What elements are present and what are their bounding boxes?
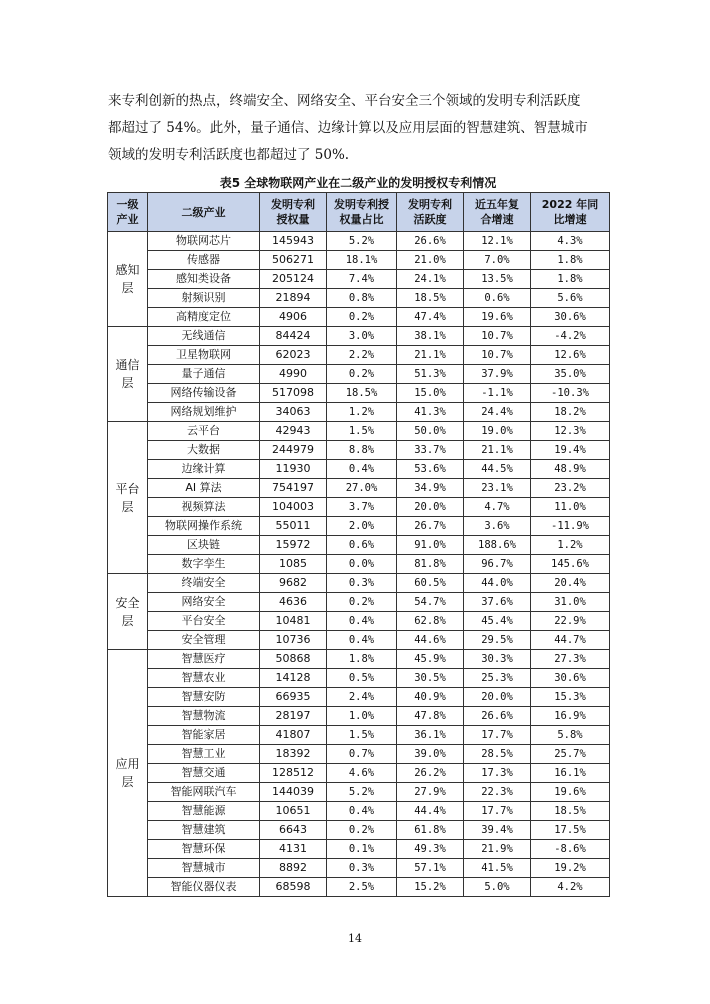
secondary-industry-cell: 智能家居 [148,726,260,745]
value-cell: 15.2% [397,878,464,897]
value-cell: 2.4% [327,688,397,707]
value-cell: 48.9% [531,460,610,479]
value-cell: 12.6% [531,346,610,365]
value-cell: -10.3% [531,384,610,403]
value-cell: 1.8% [531,270,610,289]
column-header-line: 发明专利授 [334,198,389,211]
secondary-industry-cell: 智能网联汽车 [148,783,260,802]
primary-industry-label: 层 [121,376,134,390]
value-cell: 33.7% [397,441,464,460]
table-row [108,270,610,289]
table-row [108,593,610,612]
value-cell: 41807 [260,726,327,745]
value-cell: 21.1% [464,441,531,460]
value-cell: 23.1% [464,479,531,498]
value-cell: 39.4% [464,821,531,840]
value-cell: 23.2% [531,479,610,498]
value-cell: 53.6% [397,460,464,479]
value-cell: 62023 [260,346,327,365]
value-cell: 30.6% [531,669,610,688]
value-cell: 6643 [260,821,327,840]
value-cell: 0.4% [327,802,397,821]
value-cell: 18.2% [531,403,610,422]
value-cell: 17.5% [531,821,610,840]
secondary-industry-cell: 智慧城市 [148,859,260,878]
secondary-industry-cell: 智慧工业 [148,745,260,764]
secondary-industry-cell: 高精度定位 [148,308,260,327]
value-cell: 22.9% [531,612,610,631]
table-row [108,517,610,536]
value-cell: 0.0% [327,555,397,574]
column-header [108,193,148,232]
value-cell: 21.1% [397,346,464,365]
table-row [108,859,610,878]
value-cell: 3.0% [327,327,397,346]
secondary-industry-cell: 智慧能源 [148,802,260,821]
table-row [108,403,610,422]
primary-industry-label: 感知 [115,263,140,277]
table-row [108,422,610,441]
value-cell: 45.4% [464,612,531,631]
value-cell: 26.7% [397,517,464,536]
table-row [108,669,610,688]
value-cell: 1.2% [531,536,610,555]
table-caption: 表5 全球物联网产业在二级产业的发明授权专利情况 [219,176,497,190]
table-row [108,612,610,631]
value-cell: 26.2% [397,764,464,783]
value-cell: 145.6% [531,555,610,574]
secondary-industry-cell: 网络安全 [148,593,260,612]
value-cell: 145943 [260,232,327,251]
value-cell: 0.4% [327,631,397,650]
value-cell: 1085 [260,555,327,574]
value-cell: 3.6% [464,517,531,536]
value-cell: 104003 [260,498,327,517]
value-cell: 19.4% [531,441,610,460]
value-cell: 25.3% [464,669,531,688]
value-cell: 27.9% [397,783,464,802]
value-cell: 1.2% [327,403,397,422]
value-cell: 47.8% [397,707,464,726]
value-cell: 19.6% [531,783,610,802]
value-cell: 13.5% [464,270,531,289]
value-cell: 0.3% [327,859,397,878]
table-row [108,688,610,707]
value-cell: 4636 [260,593,327,612]
secondary-industry-cell: 智慧医疗 [148,650,260,669]
column-header-line: 产业 [116,213,139,226]
value-cell: 26.6% [464,707,531,726]
secondary-industry-cell: 无线通信 [148,327,260,346]
table-row [108,441,610,460]
value-cell: 17.7% [464,802,531,821]
primary-industry-label: 层 [121,499,134,514]
value-cell: 18.5% [531,802,610,821]
secondary-industry-cell: 量子通信 [148,365,260,384]
value-cell: 0.6% [327,536,397,555]
value-cell: 61.8% [397,821,464,840]
value-cell: 5.2% [327,232,397,251]
secondary-industry-cell: 卫星物联网 [148,346,260,365]
value-cell: 15.0% [397,384,464,403]
value-cell: 0.4% [327,612,397,631]
value-cell: 1.0% [327,707,397,726]
value-cell: 42943 [260,422,327,441]
value-cell: 20.0% [464,688,531,707]
table-row [108,802,610,821]
paragraph-line-2: 都超过了 54%。此外，量子通信、边缘计算以及应用层面的智慧建筑、智慧城市 [108,120,588,136]
value-cell: 68598 [260,878,327,897]
value-cell: 0.6% [464,289,531,308]
value-cell: 10651 [260,802,327,821]
value-cell: 17.3% [464,764,531,783]
value-cell: 0.2% [327,365,397,384]
value-cell: 27.0% [327,479,397,498]
value-cell: 12.1% [464,232,531,251]
value-cell: 10.7% [464,327,531,346]
value-cell: 20.0% [397,498,464,517]
secondary-industry-cell: 安全管理 [148,631,260,650]
value-cell: 29.5% [464,631,531,650]
table-row [108,631,610,650]
table-row [108,251,610,270]
value-cell: 12.3% [531,422,610,441]
table-row [108,498,610,517]
value-cell: 20.4% [531,574,610,593]
table-row [108,650,610,669]
value-cell: 16.1% [531,764,610,783]
table-row [108,232,610,251]
primary-industry-label: 通信 [115,358,140,372]
value-cell: 36.1% [397,726,464,745]
value-cell: 188.6% [464,536,531,555]
value-cell: 0.2% [327,593,397,612]
value-cell: 62.8% [397,612,464,631]
value-cell: 34.9% [397,479,464,498]
value-cell: 10481 [260,612,327,631]
value-cell: 0.5% [327,669,397,688]
value-cell: 44.0% [464,574,531,593]
table-row [108,479,610,498]
table-row [108,555,610,574]
value-cell: 3.7% [327,498,397,517]
value-cell: 16.9% [531,707,610,726]
patent-table [107,192,610,897]
table-row [108,308,610,327]
value-cell: 0.4% [327,460,397,479]
value-cell: -11.9% [531,517,610,536]
value-cell: 37.9% [464,365,531,384]
table-row [108,707,610,726]
table-row [108,289,610,308]
value-cell: 8.8% [327,441,397,460]
secondary-industry-cell: 智慧环保 [148,840,260,859]
value-cell: 17.7% [464,726,531,745]
value-cell: 4.2% [531,878,610,897]
primary-industry-cell [108,650,148,897]
value-cell: 44.4% [397,802,464,821]
primary-industry-label: 平台 [115,481,140,496]
value-cell: 2.2% [327,346,397,365]
secondary-industry-cell: 区块链 [148,536,260,555]
value-cell: 66935 [260,688,327,707]
value-cell: 39.0% [397,745,464,764]
value-cell: 47.4% [397,308,464,327]
value-cell: 18.1% [327,251,397,270]
column-header-line: 发明专利 [408,198,452,211]
column-header-line: 2022 年同 [541,198,599,211]
secondary-industry-cell: AI 算法 [148,479,260,498]
table-row [108,384,610,403]
value-cell: 5.8% [531,726,610,745]
secondary-industry-cell: 智慧农业 [148,669,260,688]
value-cell: 4906 [260,308,327,327]
value-cell: 57.1% [397,859,464,878]
value-cell: 54.7% [397,593,464,612]
value-cell: 51.3% [397,365,464,384]
column-header [531,193,610,232]
value-cell: 19.0% [464,422,531,441]
table-row [108,365,610,384]
value-cell: 60.5% [397,574,464,593]
value-cell: 40.9% [397,688,464,707]
value-cell: 19.6% [464,308,531,327]
value-cell: 28197 [260,707,327,726]
secondary-industry-cell: 感知类设备 [148,270,260,289]
value-cell: 35.0% [531,365,610,384]
value-cell: 7.4% [327,270,397,289]
column-header-line: 活跃度 [413,213,447,226]
page-number: 14 [348,932,362,945]
value-cell: -8.6% [531,840,610,859]
value-cell: 517098 [260,384,327,403]
value-cell: 15972 [260,536,327,555]
primary-industry-cell [108,574,148,650]
value-cell: 50868 [260,650,327,669]
value-cell: 9682 [260,574,327,593]
column-header [464,193,531,232]
value-cell: 50.0% [397,422,464,441]
value-cell: 49.3% [397,840,464,859]
value-cell: 91.0% [397,536,464,555]
value-cell: 10736 [260,631,327,650]
value-cell: 0.7% [327,745,397,764]
column-header-line: 合增速 [480,213,514,226]
value-cell: -1.1% [464,384,531,403]
primary-industry-label: 安全 [115,595,140,610]
value-cell: 5.2% [327,783,397,802]
value-cell: 22.3% [464,783,531,802]
value-cell: 30.5% [397,669,464,688]
value-cell: 19.2% [531,859,610,878]
value-cell: 10.7% [464,346,531,365]
table-row [108,346,610,365]
value-cell: 2.5% [327,878,397,897]
value-cell: 21.9% [464,840,531,859]
value-cell: 1.8% [531,251,610,270]
value-cell: 128512 [260,764,327,783]
value-cell: 14128 [260,669,327,688]
secondary-industry-cell: 大数据 [148,441,260,460]
value-cell: 7.0% [464,251,531,270]
value-cell: 15.3% [531,688,610,707]
table-row [108,764,610,783]
value-cell: 24.4% [464,403,531,422]
table-row [108,536,610,555]
column-header [397,193,464,232]
column-header-line: 近五年复 [475,198,519,211]
primary-industry-cell [108,422,148,574]
secondary-industry-cell: 网络传输设备 [148,384,260,403]
value-cell: 18.5% [397,289,464,308]
value-cell: 754197 [260,479,327,498]
value-cell: 18.5% [327,384,397,403]
value-cell: 8892 [260,859,327,878]
secondary-industry-cell: 传感器 [148,251,260,270]
value-cell: 0.8% [327,289,397,308]
secondary-industry-cell: 射频识别 [148,289,260,308]
column-header-line: 一级 [116,198,139,211]
table-row [108,840,610,859]
value-cell: 45.9% [397,650,464,669]
primary-industry-label: 应用 [115,757,140,771]
column-header-line: 发明专利 [271,198,315,211]
column-header-line: 权量占比 [339,213,384,226]
table-row [108,460,610,479]
value-cell: 81.8% [397,555,464,574]
secondary-industry-cell: 智慧物流 [148,707,260,726]
value-cell: 0.3% [327,574,397,593]
column-header [260,193,327,232]
value-cell: 4131 [260,840,327,859]
table-row [108,745,610,764]
value-cell: 4.6% [327,764,397,783]
secondary-industry-cell: 终端安全 [148,574,260,593]
value-cell: 30.3% [464,650,531,669]
secondary-industry-cell: 智慧安防 [148,688,260,707]
value-cell: 30.6% [531,308,610,327]
table-row [108,878,610,897]
value-cell: 24.1% [397,270,464,289]
column-header [327,193,397,232]
secondary-industry-cell: 网络规划维护 [148,403,260,422]
secondary-industry-cell: 物联网芯片 [148,232,260,251]
table-row [108,783,610,802]
value-cell: 18392 [260,745,327,764]
value-cell: 205124 [260,270,327,289]
value-cell: 4.7% [464,498,531,517]
body-paragraph [108,88,608,169]
value-cell: 21.0% [397,251,464,270]
paragraph-line-3: 领域的发明专利活跃度也都超过了 50%. [108,147,350,163]
value-cell: 244979 [260,441,327,460]
value-cell: 1.5% [327,422,397,441]
value-cell: -4.2% [531,327,610,346]
secondary-industry-cell: 云平台 [148,422,260,441]
value-cell: 96.7% [464,555,531,574]
table-body [108,232,610,897]
value-cell: 11930 [260,460,327,479]
value-cell: 34063 [260,403,327,422]
value-cell: 84424 [260,327,327,346]
value-cell: 11.0% [531,498,610,517]
value-cell: 4.3% [531,232,610,251]
value-cell: 25.7% [531,745,610,764]
value-cell: 5.6% [531,289,610,308]
primary-industry-label: 层 [121,281,134,295]
secondary-industry-cell: 边缘计算 [148,460,260,479]
value-cell: 2.0% [327,517,397,536]
value-cell: 38.1% [397,327,464,346]
value-cell: 44.7% [531,631,610,650]
value-cell: 1.5% [327,726,397,745]
column-header-line: 二级产业 [181,205,226,219]
value-cell: 28.5% [464,745,531,764]
table-row [108,574,610,593]
value-cell: 0.2% [327,821,397,840]
value-cell: 0.1% [327,840,397,859]
value-cell: 1.8% [327,650,397,669]
value-cell: 31.0% [531,593,610,612]
value-cell: 41.3% [397,403,464,422]
value-cell: 144039 [260,783,327,802]
primary-industry-cell [108,327,148,422]
secondary-industry-cell: 数字孪生 [148,555,260,574]
value-cell: 37.6% [464,593,531,612]
column-header [148,193,260,232]
table-row [108,327,610,346]
value-cell: 44.5% [464,460,531,479]
table-row [108,726,610,745]
value-cell: 21894 [260,289,327,308]
primary-industry-cell [108,232,148,327]
value-cell: 26.6% [397,232,464,251]
value-cell: 0.2% [327,308,397,327]
table-row [108,821,610,840]
secondary-industry-cell: 智慧交通 [148,764,260,783]
value-cell: 41.5% [464,859,531,878]
value-cell: 4990 [260,365,327,384]
secondary-industry-cell: 智慧建筑 [148,821,260,840]
secondary-industry-cell: 智能仪器仪表 [148,878,260,897]
value-cell: 44.6% [397,631,464,650]
primary-industry-label: 层 [121,775,134,789]
secondary-industry-cell: 视频算法 [148,498,260,517]
table-header [108,193,610,232]
value-cell: 27.3% [531,650,610,669]
column-header-line: 授权量 [276,213,310,226]
value-cell: 5.0% [464,878,531,897]
column-header-line: 比增速 [553,213,587,226]
value-cell: 55011 [260,517,327,536]
secondary-industry-cell: 平台安全 [148,612,260,631]
primary-industry-label: 层 [121,613,134,628]
paragraph-line-1: 来专利创新的热点，终端安全、网络安全、平台安全三个领域的发明专利活跃度 [108,93,581,109]
value-cell: 506271 [260,251,327,270]
header-row [108,193,610,232]
secondary-industry-cell: 物联网操作系统 [148,517,260,536]
